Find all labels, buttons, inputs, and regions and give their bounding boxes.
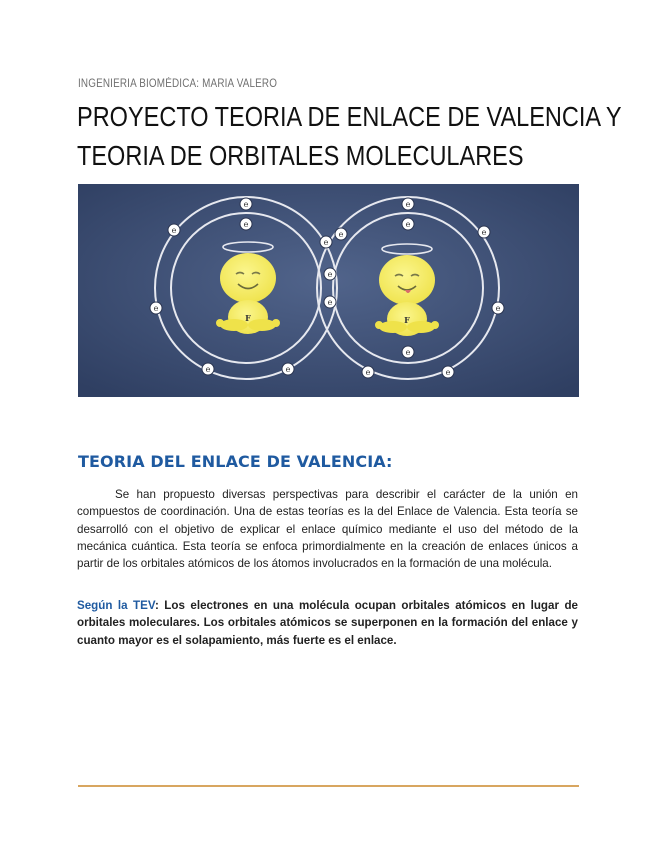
electron-label-17: e [405, 348, 411, 357]
electron-label-16: e [365, 368, 371, 377]
section-heading: TEORIA DEL ENLACE DE VALENCIA: [78, 452, 393, 471]
body-paragraph: Se han propuesto diversas perspectivas para describir el carácter de la unión en compuestos de coordinación. Una de estas teorías es la del Enlace de Valencia. Esta teoría se desarrolló con el objetivo de explicar el enlace químico mediante el uso del método de la mecánica cuántica. Esta teoría se enfoca primordialmente en la creación de enlaces únicos a partir de los orbitales atómicos de los átomos involucrados en la formación de una molécula. [77, 488, 578, 571]
title-line-2: TEORIA DE ORBITALES MOLECULARES [77, 140, 524, 171]
electron-label-6: e [285, 365, 291, 374]
electron-label-15: e [445, 368, 451, 377]
hero-illustration [78, 184, 579, 397]
tev-label: Según la TEV [77, 599, 155, 612]
electron-label-2: e [243, 220, 249, 229]
byline: INGENIERIA BIOMÉDICA: MARIA VALERO [78, 78, 278, 90]
electron-label-8: e [327, 270, 333, 279]
tev-statement [77, 597, 578, 649]
right-atom-letter: F [404, 315, 410, 325]
electron-label-12: e [405, 220, 411, 229]
electron-label-1: e [243, 200, 249, 209]
electron-label-9: e [327, 298, 333, 307]
page-title [77, 97, 622, 175]
electron-label-3: e [171, 226, 177, 235]
electron-label-13: e [481, 228, 487, 237]
electron-label-5: e [205, 365, 211, 374]
hero-background [78, 184, 579, 397]
electron-label-14: e [495, 304, 501, 313]
electron-label-4: e [153, 304, 159, 313]
title-line-1: PROYECTO TEORIA DE ENLACE DE VALENCIA Y [77, 101, 622, 132]
left-atom-letter: F [245, 313, 251, 323]
electron-label-11: e [405, 200, 411, 209]
footer-rule [78, 785, 579, 787]
electron-label-10: e [338, 230, 344, 239]
tev-text: : Los electrones en una molécula ocupan orbitales atómicos en lugar de orbitales moleculares. Los orbitales atómicos se superponen en la formación del enlace y cuanto mayor es el solapamiento, más fuerte es el enlace. [77, 599, 578, 647]
electron-label-7: e [323, 238, 329, 247]
